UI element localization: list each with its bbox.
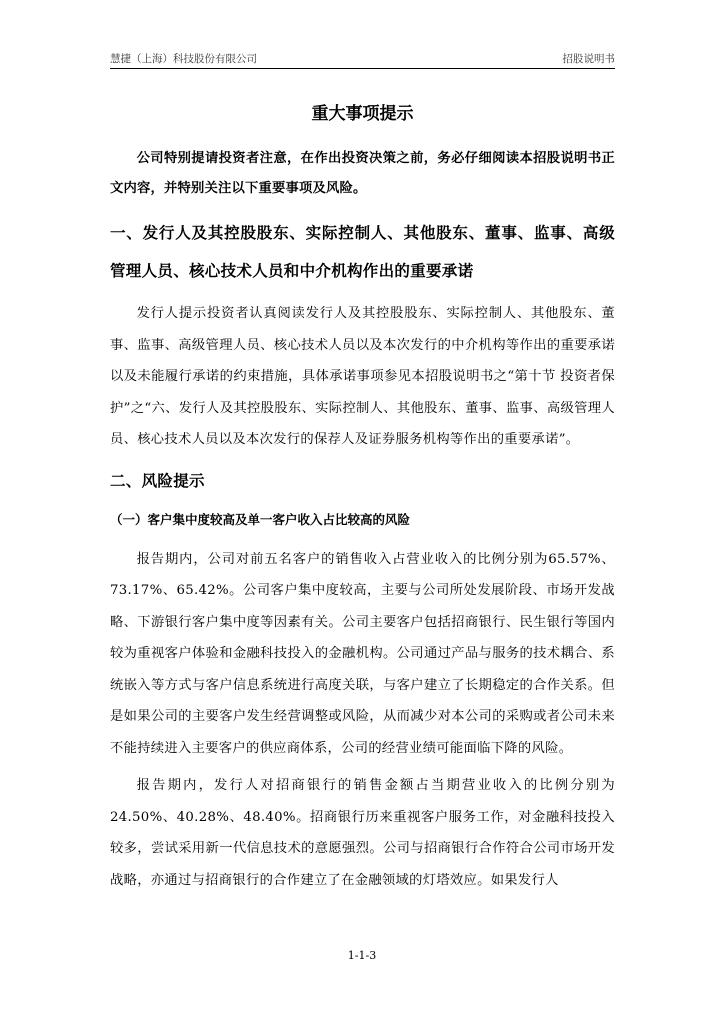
section-1-paragraph: 发行人提示投资者认真阅读发行人及其控股股东、实际控制人、其他股东、董事、监事、高级管理人员、核心技术人员以及本次发行的中介机构等作出的重要承诺以及未能履行承诺的约束措施，具体承诺事项参见本招股说明书之“第十节 投资者保护”之“六、发行人及其控股股东、实际控制人、其他股东、董事、监事、高级管理人员、核心技术人员以及本次发行的保荐人及证券服务机构等作出的重要承诺”。 bbox=[110, 306, 615, 447]
page-title: 重大事项提示 bbox=[311, 104, 414, 124]
header-company: 慧捷（上海）科技股份有限公司 bbox=[110, 53, 257, 65]
page-body bbox=[110, 98, 615, 902]
section-1-heading: 一、发行人及其控股股东、实际控制人、其他股东、董事、监事、高级管理人员、核心技术人员和中介机构作出的重要承诺 bbox=[110, 224, 615, 280]
page-number: 1-1-3 bbox=[347, 949, 377, 962]
section-2-paragraph-1: 报告期内，公司对前五名客户的销售收入占营业收入的比例分别为65.57%、73.17%、65.42%。公司客户集中度较高，主要与公司所处发展阶段、市场开发战略、下游银行客户集中度等因素有关。公司主要客户包括招商银行、民生银行等国内较为重视客户体验和金融科技投入的金融机构。公司通过产品与服务的技术耦合、系统嵌入等方式与客户信息系统进行高度关联，与客户建立了长期稳定的合作关系。但是如果公司的主要客户发生经营调整或风险，从而减少对本公司的采购或者公司未来不能持续进入主要客户的供应商体系，公司的经营业绩可能面临下降的风险。 bbox=[110, 551, 615, 756]
section-2-paragraph-2: 报告期内，发行人对招商银行的销售金额占当期营业收入的比例分别为24.50%、40.28%、48.40%。招商银行历来重视客户服务工作，对金融科技投入较多，尝试采用新一代信息技术的意愿强烈。公司与招商银行合作符合公司市场开发战略，亦通过与招商银行的合作建立了在金融领域的灯塔效应。如果发行人 bbox=[110, 778, 615, 888]
section-2-subheading: （一）客户集中度较高及单一客户收入占比较高的风险 bbox=[110, 511, 411, 527]
header-document-type: 招股说明书 bbox=[562, 53, 615, 65]
header-divider bbox=[110, 68, 615, 69]
page-header bbox=[110, 51, 615, 67]
intro-paragraph: 公司特别提请投资者注意，在作出投资决策之前，务必仔细阅读本招股说明书正文内容，并特别关注以下重要事项及风险。 bbox=[110, 151, 615, 196]
section-2-heading: 二、风险提示 bbox=[110, 471, 205, 490]
